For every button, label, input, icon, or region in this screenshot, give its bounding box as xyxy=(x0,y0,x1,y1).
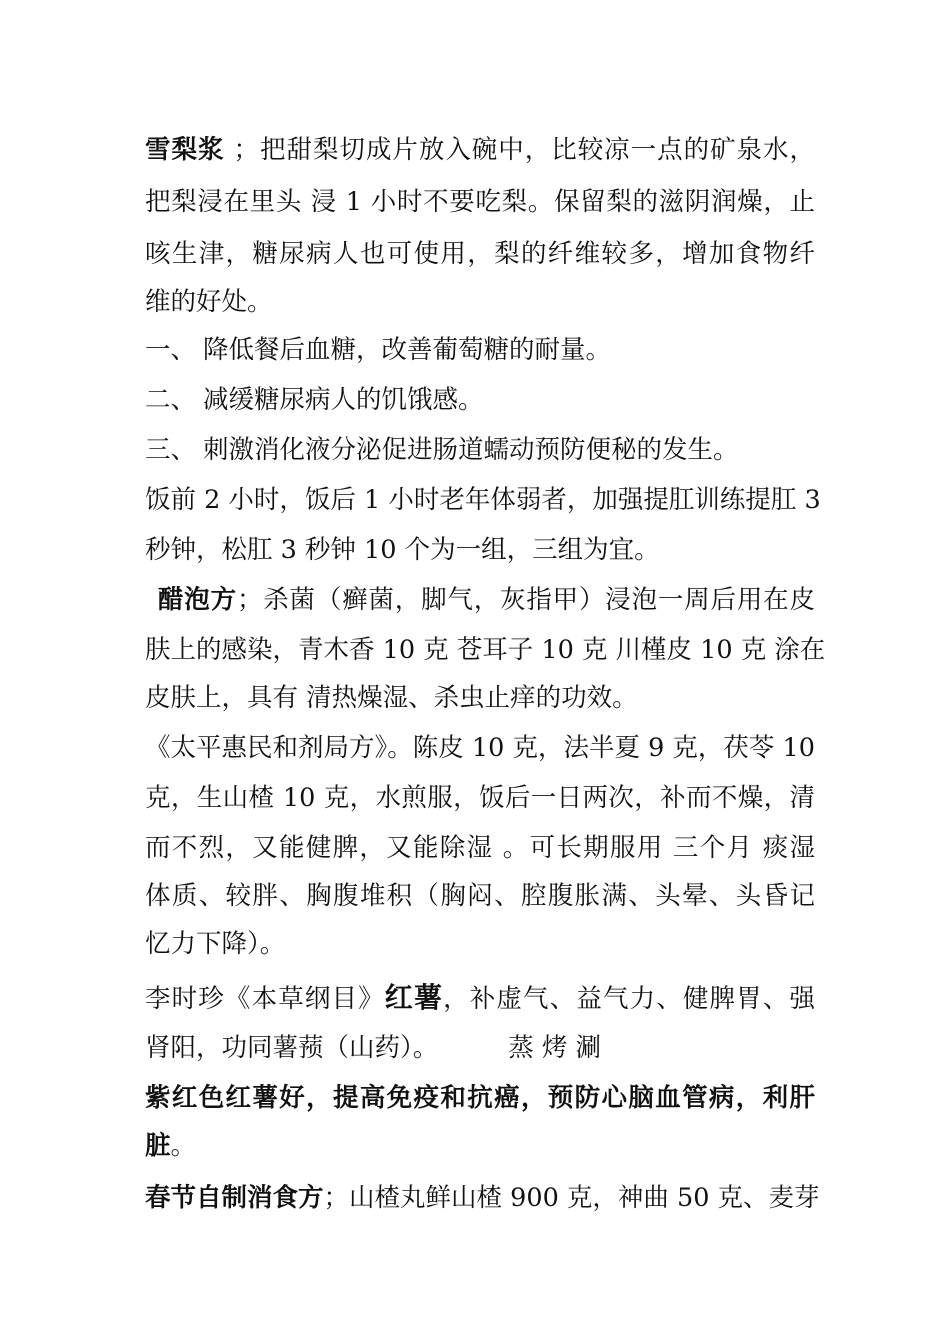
list-item-3 xyxy=(145,430,815,470)
p1-line-1 xyxy=(145,130,815,170)
p2-line-1: 饭前 2 小时，饭后 1 小时老年体弱者，加强提肛训练提肛 3 xyxy=(145,485,821,515)
p4-line-5: 忆力下降）。 xyxy=(145,929,286,959)
p1-line-3: 咳生津，糖尿病人也可使用，梨的纤维较多，增加食物纤 xyxy=(145,239,815,269)
p3-line-3: 皮肤上，具有 清热燥湿、杀虫止痒的功效。 xyxy=(145,683,638,713)
list-item-1-num: 一、 xyxy=(145,335,197,365)
list-item-3-text: 刺激消化液分泌促进肠道蠕动预防便秘的发生。 xyxy=(203,435,739,465)
p6-line-1: 紫红色红薯好，提高免疫和抗癌，预防心脑血管病，利肝 xyxy=(145,1083,815,1113)
p7-line-1 xyxy=(145,1178,820,1218)
p1-line-2: 把梨浸在里头 浸 1 小时不要吃梨。保留梨的滋阴润燥，止 xyxy=(145,187,815,217)
list-item-2-num: 二、 xyxy=(145,385,197,415)
list-item-3-num: 三、 xyxy=(145,435,197,465)
p3-line-1-text: ；杀菌（癣菌，脚气，灰指甲）浸泡一周后用在皮 xyxy=(236,585,815,615)
list-item-1-text: 降低餐后血糖，改善葡萄糖的耐量。 xyxy=(203,335,612,365)
p4-line-2: 克，生山楂 10 克，水煎服，饭后一日两次，补而不燥，清 xyxy=(145,783,815,813)
p6-line-2 xyxy=(145,1126,815,1166)
p4-line-3: 而不烈，又能健脾，又能除湿 。可长期服用 三个月 痰湿 xyxy=(145,833,815,863)
p5-line-2-text: 肾阳，功同薯蓣（山药）。 xyxy=(145,1033,439,1063)
p5-line-1-text: ，补虚气、益气力、健脾胃、强 xyxy=(443,984,815,1014)
p1-line-4: 维的好处。 xyxy=(145,287,273,317)
list-item-2 xyxy=(145,380,815,420)
p7-title: 春节自制消食方 xyxy=(145,1183,324,1213)
p5-line-1-pre: 李时珍《本草纲目》 xyxy=(145,984,385,1014)
p1-line-1-text: ；把甜梨切成片放入碗中，比较凉一点的矿泉水， xyxy=(224,135,815,165)
p6-line-2-bold: 脏 xyxy=(145,1131,171,1161)
p6-line-2-rest: 。 xyxy=(170,1131,197,1161)
p7-line-1-text: ；山楂丸鲜山楂 900 克，神曲 50 克、麦芽 xyxy=(323,1183,820,1213)
p5-line-1 xyxy=(145,978,815,1018)
p3-title: 醋泡方 xyxy=(158,585,237,615)
p3-line-1 xyxy=(158,580,815,620)
p4-line-4: 体质、较胖、胸腹堆积（胸闷、腔腹胀满、头晕、头昏记 xyxy=(145,881,815,911)
p5-title: 红薯 xyxy=(384,981,444,1014)
p5-line-2 xyxy=(145,1028,815,1068)
p3-line-2: 肤上的感染，青木香 10 克 苍耳子 10 克 川槿皮 10 克 涂在 xyxy=(145,635,826,665)
p4-line-1: 《太平惠民和剂局方》。陈皮 10 克，法半夏 9 克，茯苓 10 xyxy=(145,733,815,763)
list-item-1 xyxy=(145,330,815,370)
p2-line-2: 秒钟，松肛 3 秒钟 10 个为一组，三组为宜。 xyxy=(145,535,660,565)
p1-title: 雪梨浆 xyxy=(145,135,225,165)
list-item-2-text: 减缓糖尿病人的饥饿感。 xyxy=(203,385,484,415)
p5-cooking-methods: 蒸 烤 涮 xyxy=(508,1033,601,1063)
